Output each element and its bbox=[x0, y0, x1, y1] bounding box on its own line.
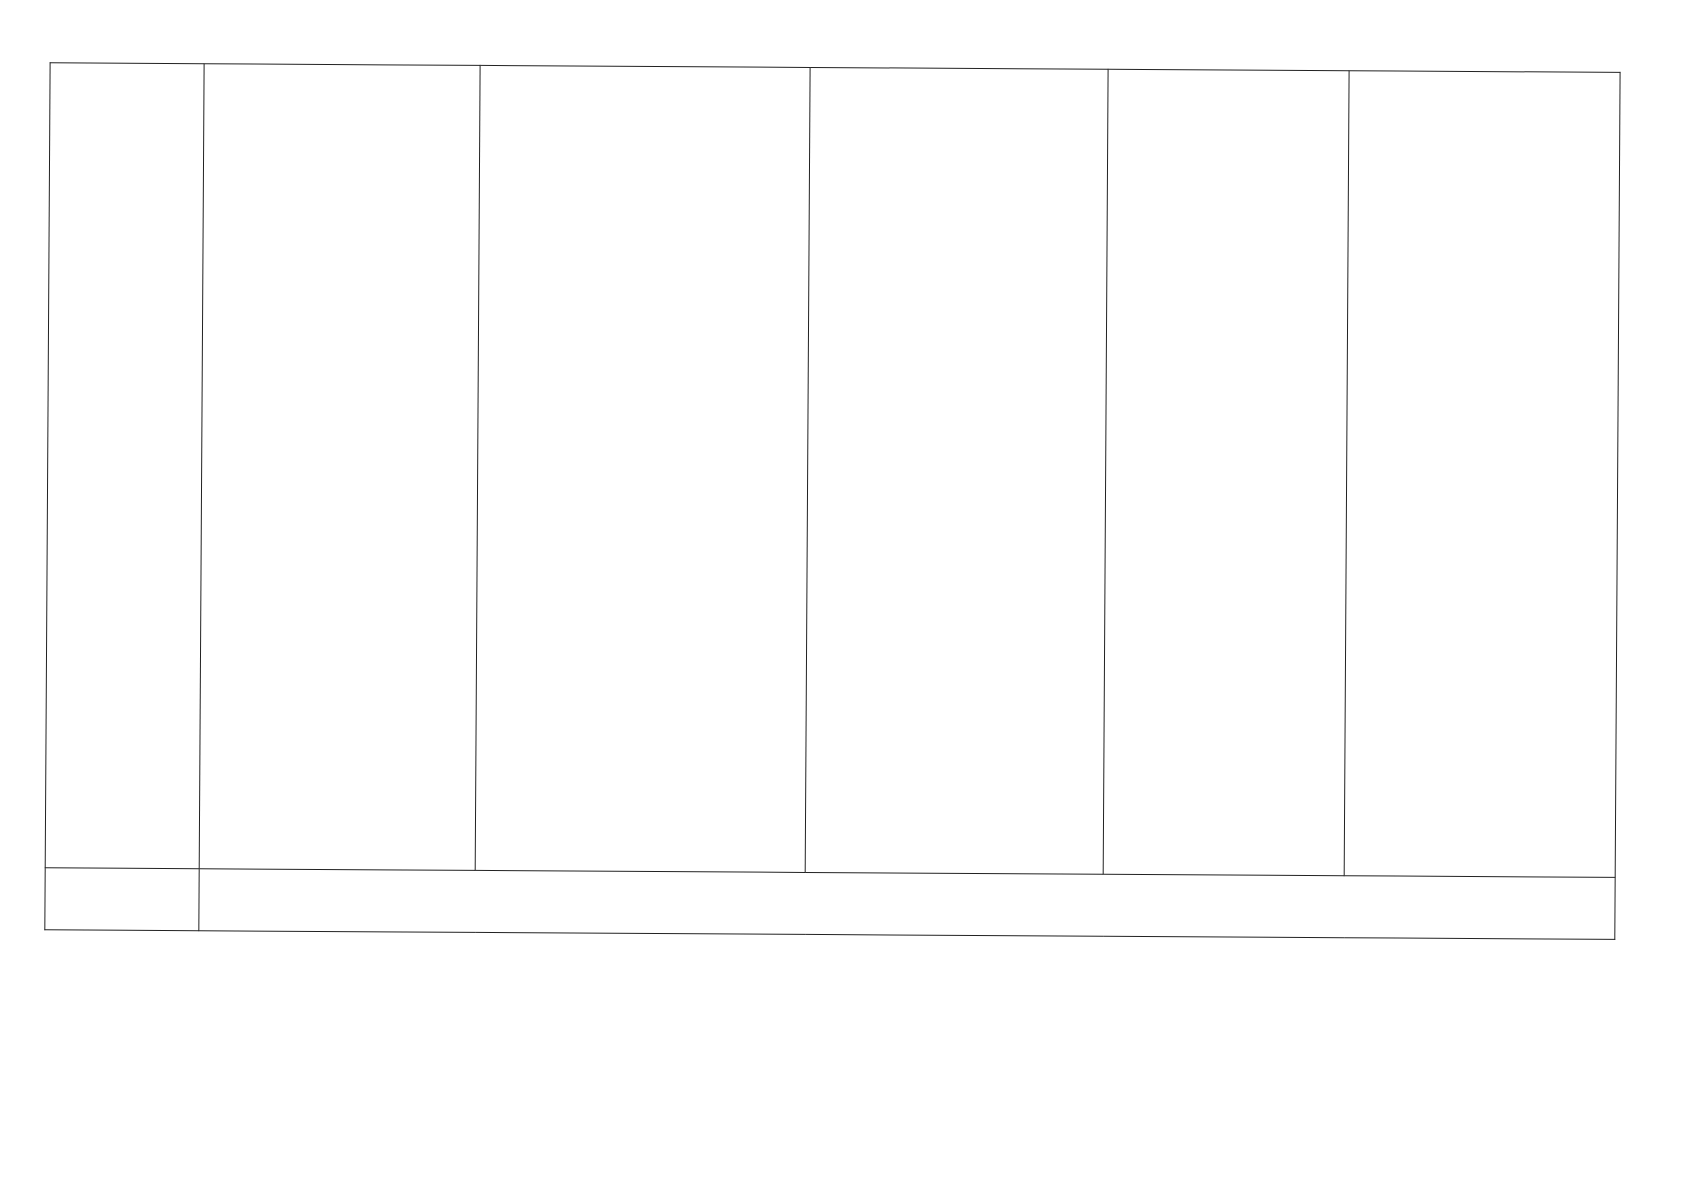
text-line bbox=[1358, 77, 1614, 79]
text-line bbox=[1358, 77, 1614, 79]
text-line bbox=[1358, 77, 1614, 79]
text-line bbox=[213, 70, 474, 72]
text-line bbox=[819, 74, 1102, 76]
text-line bbox=[213, 70, 474, 72]
signature bbox=[655, 930, 895, 1020]
text-line bbox=[819, 74, 1102, 76]
text-line bbox=[1358, 77, 1614, 79]
text-line bbox=[213, 70, 474, 72]
text-line bbox=[819, 74, 1102, 76]
text-line bbox=[1358, 77, 1614, 79]
text-line bbox=[213, 70, 474, 72]
text-line bbox=[1117, 76, 1343, 77]
text-line bbox=[1117, 76, 1343, 77]
text-line bbox=[213, 70, 474, 72]
text-line bbox=[1358, 77, 1614, 79]
text-line bbox=[1117, 76, 1343, 77]
text-line bbox=[819, 74, 1102, 76]
text-line bbox=[489, 72, 804, 74]
text-line bbox=[1117, 76, 1343, 77]
text-line bbox=[1117, 76, 1343, 77]
text-line bbox=[1358, 77, 1614, 79]
text-line bbox=[213, 70, 474, 72]
text-line bbox=[819, 74, 1102, 76]
text-line bbox=[1117, 76, 1343, 77]
text-line bbox=[1358, 77, 1614, 79]
text-line bbox=[819, 74, 1102, 76]
text-line bbox=[1358, 77, 1614, 79]
text-line bbox=[489, 72, 804, 74]
text-line bbox=[213, 70, 474, 72]
activities-row bbox=[45, 63, 1620, 878]
text-line bbox=[489, 72, 804, 74]
text-line bbox=[1358, 77, 1614, 79]
text-line bbox=[1117, 76, 1343, 77]
text-line bbox=[1358, 77, 1614, 79]
text-line bbox=[489, 72, 804, 74]
text-line bbox=[489, 72, 804, 74]
text-line bbox=[819, 74, 1102, 76]
text-line bbox=[1117, 76, 1343, 77]
text-line bbox=[489, 72, 804, 74]
text-line bbox=[213, 70, 474, 72]
text-line bbox=[489, 72, 804, 74]
text-line bbox=[213, 70, 474, 72]
text-line bbox=[489, 72, 804, 74]
signature-scribble bbox=[657, 944, 881, 990]
text-line bbox=[489, 72, 804, 74]
text-line bbox=[819, 74, 1102, 76]
text-line bbox=[819, 74, 1102, 76]
text-line bbox=[1358, 77, 1614, 79]
text-line bbox=[1117, 76, 1343, 77]
text-line bbox=[1117, 76, 1343, 77]
text-line bbox=[213, 70, 474, 72]
text-line bbox=[1358, 77, 1614, 79]
text-line bbox=[1358, 77, 1614, 79]
text-line bbox=[1117, 76, 1343, 77]
text-line bbox=[819, 74, 1102, 76]
text-line bbox=[1117, 76, 1343, 77]
text-line bbox=[1117, 76, 1343, 77]
text-line bbox=[819, 74, 1102, 76]
text-line bbox=[213, 70, 474, 72]
text-line bbox=[213, 70, 474, 72]
text-line bbox=[213, 70, 474, 72]
handwritten-timetable bbox=[45, 503, 247, 824]
activity-cell bbox=[475, 65, 810, 872]
text-line bbox=[1117, 76, 1343, 77]
text-line bbox=[213, 70, 474, 72]
text-line bbox=[489, 72, 804, 74]
text-line bbox=[1358, 77, 1614, 79]
text-line bbox=[1117, 76, 1343, 77]
text-line bbox=[489, 72, 804, 74]
text-line bbox=[1358, 77, 1614, 79]
text-line bbox=[489, 72, 804, 74]
schedule-table bbox=[44, 62, 1620, 940]
text-line bbox=[1117, 76, 1343, 77]
text-line bbox=[489, 72, 804, 74]
text-line bbox=[1117, 76, 1343, 77]
footer-label-line bbox=[52, 872, 193, 873]
text-line bbox=[1358, 77, 1614, 79]
text-line bbox=[213, 70, 474, 72]
activity-cell bbox=[1344, 71, 1620, 878]
text-line bbox=[1358, 77, 1614, 79]
text-line bbox=[819, 74, 1102, 76]
text-line bbox=[1117, 76, 1343, 77]
text-line bbox=[1358, 77, 1614, 79]
text-line bbox=[213, 70, 474, 72]
text-line bbox=[1117, 76, 1343, 77]
activity-cell bbox=[805, 67, 1108, 874]
text-line bbox=[1117, 76, 1343, 77]
text-line bbox=[1117, 76, 1343, 77]
footer-text-cell bbox=[199, 869, 1615, 940]
text-line bbox=[213, 70, 474, 72]
text-line bbox=[819, 74, 1102, 76]
text-line bbox=[489, 72, 804, 74]
text-line bbox=[489, 72, 804, 74]
text-line bbox=[489, 72, 804, 74]
text-line bbox=[489, 72, 804, 74]
text-line bbox=[1358, 77, 1614, 79]
footer-label-cell bbox=[45, 868, 199, 931]
text-line bbox=[1117, 76, 1343, 77]
text-line bbox=[1117, 76, 1343, 77]
text-line bbox=[213, 70, 474, 72]
text-line bbox=[1358, 77, 1614, 79]
text-line bbox=[489, 72, 804, 74]
text-line bbox=[213, 70, 474, 72]
footer-label-line bbox=[52, 872, 193, 873]
text-line bbox=[1117, 76, 1343, 77]
text-line bbox=[213, 70, 474, 72]
text-line bbox=[1358, 77, 1614, 79]
footer-row bbox=[45, 868, 1615, 940]
text-line bbox=[1358, 77, 1614, 79]
text-line bbox=[213, 70, 474, 72]
text-line bbox=[1358, 77, 1614, 79]
text-line bbox=[1358, 77, 1614, 79]
text-line bbox=[489, 72, 804, 74]
text-line bbox=[489, 72, 804, 74]
text-line bbox=[819, 74, 1102, 76]
text-line bbox=[213, 70, 474, 72]
text-line bbox=[213, 70, 474, 72]
text-line bbox=[1117, 76, 1343, 77]
text-line bbox=[213, 70, 474, 72]
activity-cell bbox=[1103, 69, 1349, 875]
text-line bbox=[213, 70, 474, 72]
text-line bbox=[1117, 76, 1343, 77]
text-line bbox=[819, 74, 1102, 76]
text-line bbox=[1358, 77, 1614, 79]
